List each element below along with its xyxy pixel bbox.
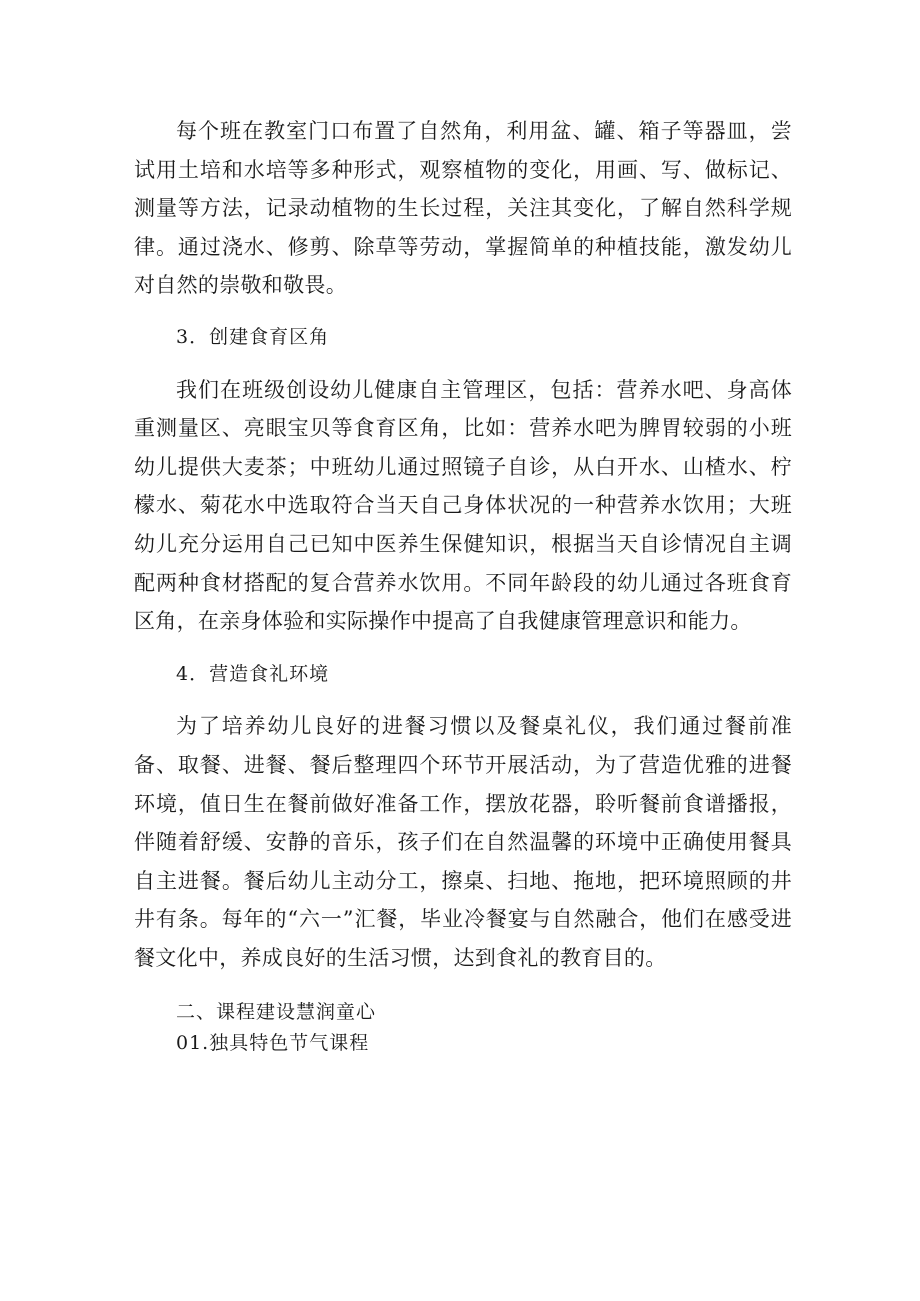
paragraph-health-management-area: 我们在班级创设幼儿健康自主管理区，包括：营养水吧、身高体重测量区、亮眼宝贝等食育区角，比如：营养水吧为脾胃较弱的小班幼儿提供大麦茶；中班幼儿通过照镜子自诊，从白开水、山楂水、柠檬水、菊花水中选取符合当天自己身体状况的一种营养水饮用；大班幼儿充分运用自己已知中医养生保健知识，根据当天自诊情况自主调配两种食材搭配的复合营养水饮用。不同年龄段的幼儿通过各班食育区角，在亲身体验和实际操作中提高了自我健康管理意识和能力。: [134, 377, 792, 634]
document-page: [134, 112, 792, 1059]
section-heading-curriculum: 二、课程建设慧润童心: [176, 1001, 377, 1024]
heading-dining-etiquette: 4．营造食礼环境: [176, 662, 330, 685]
subheading-solar-term-course: 01.独具特色节气课程: [176, 1032, 370, 1055]
heading-food-education-corner: 3．创建食育区角: [176, 325, 330, 348]
paragraph-nature-corner: 每个班在教室门口布置了自然角，利用盆、罐、箱子等器皿，尝试用土培和水培等多种形式，观察植物的变化，用画、写、做标记、测量等方法，记录动植物的生长过程，关注其变化，了解自然科学规律。通过浇水、修剪、除草等劳动，掌握简单的种植技能，激发幼儿对自然的崇敬和敬畏。: [134, 119, 792, 298]
paragraph-dining-environment: 为了培养幼儿良好的进餐习惯以及餐桌礼仪，我们通过餐前准备、取餐、进餐、餐后整理四个环节开展活动，为了营造优雅的进餐环境，值日生在餐前做好准备工作，摆放花器，聆听餐前食谱播报，伴随着舒缓、安静的音乐，孩子们在自然温馨的环境中正确使用餐具自主进餐。餐后幼儿主动分工，擦桌、扫地、拖地，把环境照顾的井井有条。每年的“六一”汇餐，毕业冷餐宴与自然融合，他们在感受进餐文化中，养成良好的生活习惯，达到食礼的教育目的。: [134, 714, 792, 970]
